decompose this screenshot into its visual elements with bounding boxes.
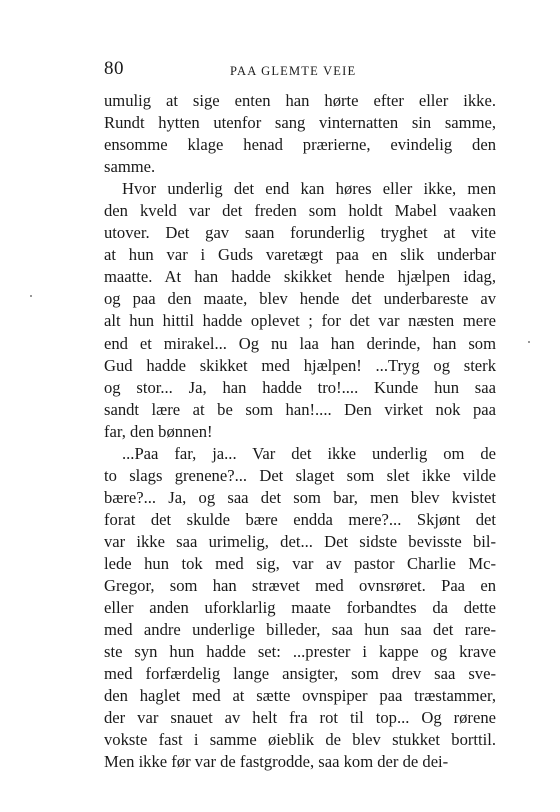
- text-line: Gregor, som han strævet med ovnsrøret. Paa en: [104, 576, 496, 596]
- text-line: to slags grenene?... Det slaget som slet ikke vilde: [104, 465, 496, 485]
- text-line: at hun var i Guds varetægt paa en slik underbar: [104, 245, 496, 265]
- paragraph-container: [104, 90, 496, 773]
- text-line: Gud hadde skikket med hjælpen! ...Tryg og sterk: [104, 355, 496, 375]
- text-line: utover. Det gav saan forunderlig tryghet at vite: [104, 223, 496, 243]
- text-line: umulig at sige enten han hørte efter eller ikke.: [104, 91, 496, 110]
- text-line: samme.: [104, 157, 156, 177]
- text-line: alt hun hittil hadde oplevet ; for det var næsten mere: [104, 311, 496, 331]
- text-line: forat det skulde bære endda mere?... Skjønt det: [104, 509, 496, 529]
- text-line: den haglet med at sætte ovnspiper paa træstammer,: [104, 686, 496, 706]
- text-line: eller anden uforklarlig maate forbandtes da dette: [104, 598, 496, 618]
- text-line: var ikke saa urimelig, det... Det sidste bevisste bil-: [104, 531, 496, 551]
- text-line: bære?... Ja, og saa det som bar, men blev kvistet: [104, 487, 496, 507]
- paragraph: [104, 90, 496, 178]
- text-line: lede hun tok med sig, var av pastor Charlie Mc-: [104, 553, 496, 573]
- text-line: og paa den maate, blev hende det underbareste av: [104, 289, 496, 309]
- page-number: 80: [104, 58, 124, 79]
- text-line: Men ikke før var de fastgrodde, saa kom der de dei-: [104, 752, 449, 772]
- text-line: med andre underlige billeder, saa hun saa det rare-: [104, 620, 496, 640]
- text-line: maatte. At han hadde skikket hende hjælpen idag,: [104, 267, 496, 287]
- text-line: end et mirakel... Og nu laa han derinde, han som: [104, 333, 496, 353]
- text-line: Rundt hytten utenfor sang vinternatten sin samme,: [104, 113, 496, 133]
- text-line: og stor... Ja, han hadde tro!.... Kunde hun saa: [104, 377, 496, 397]
- text-line: der var snauet av helt fra rot til top... Og rørene: [104, 708, 496, 728]
- text-line: Hvor underlig det end kan høres eller ikke, men: [122, 179, 496, 199]
- text-line: ste syn hun hadde set: ...prester i kappe og krave: [104, 642, 496, 662]
- text-line: ...Paa far, ja... Var det ikke underlig om de: [122, 443, 496, 463]
- paper-speck: [30, 295, 32, 297]
- paragraph: [104, 178, 496, 443]
- text-line: far, den bønnen!: [104, 421, 213, 441]
- text-line: den kveld var det freden som holdt Mabel vaaken: [104, 201, 496, 221]
- text-line: med forfærdelig lange ansigter, som drev saa sve-: [104, 664, 496, 684]
- text-line: sandt lære at be som han!.... Den virket nok paa: [104, 399, 496, 419]
- running-title: PAA GLEMTE VEIE: [230, 64, 357, 78]
- body-text: [104, 90, 496, 773]
- paper-speck: [528, 341, 530, 343]
- text-line: vokste fast i samme øieblik de blev stukket borttil.: [104, 730, 496, 750]
- text-line: ensomme klage henad prærierne, evindelig den: [104, 135, 496, 155]
- paragraph: [104, 443, 496, 774]
